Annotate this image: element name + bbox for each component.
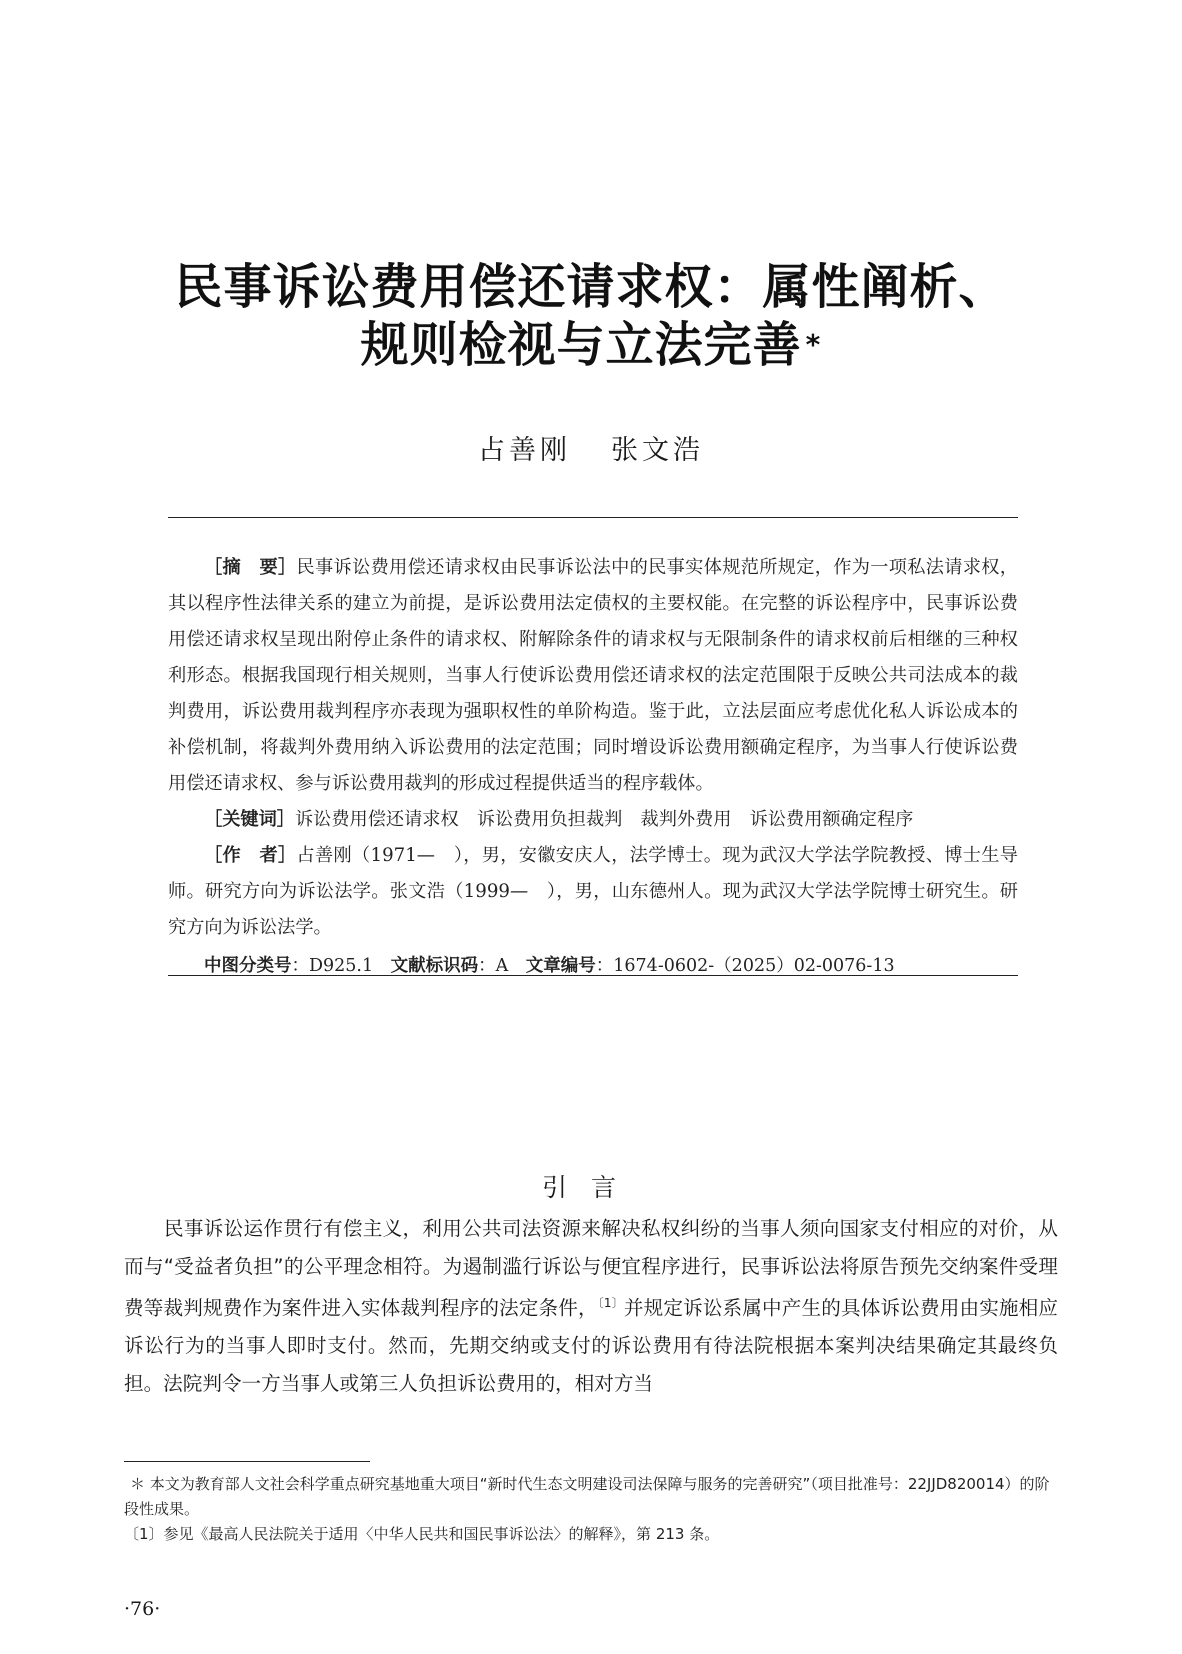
keywords-paragraph: [168, 802, 1018, 838]
doc-code-label: 文献标识码: [390, 956, 479, 976]
abstract-text: 民事诉讼费用偿还请求权由民事诉讼法中的民事实体规范所规定，作为一项私法请求权，其以程序性法律关系的建立为前提，是诉讼费用法定债权的主要权能。在完整的诉讼程序中，民事诉讼费用偿还请求权呈现出附停止条件的请求权、附解除条件的请求权与无限制条件的请求权前后相继的三种权利形态。根据我国现行相关规则，当事人行使诉讼费用偿还请求权的法定范围限于反映公共司法成本的裁判费用，诉讼费用裁判程序亦表现为强职权性的单阶构造。鉴于此，立法层面应考虑优化私人诉讼成本的补偿机制，将裁判外费用纳入诉讼费用的法定范围；同时增设诉讼费用额确定程序，为当事人行使诉讼费用偿还请求权、参与诉讼费用裁判的形成过程提供适当的程序载体。: [168, 557, 1018, 794]
author-2: 张文浩: [611, 435, 704, 466]
abstract-label: ［摘 要］: [204, 557, 297, 578]
article-number-label: 文章编号: [525, 956, 596, 976]
title-footnote-marker: *: [805, 328, 822, 361]
abstract-bottom-rule: [168, 975, 1018, 976]
author-info-label: ［作 者］: [204, 845, 297, 866]
classification-line: [168, 948, 1018, 984]
page-number: ·76·: [124, 1598, 161, 1620]
abstract-paragraph: [168, 550, 1018, 802]
author-info-text: 占善刚（1971— ），男，安徽安庆人，法学博士。现为武汉大学法学院教授、博士生导师。研究方向为诉讼法学。张文浩（1999— ），男，山东德州人。现为武汉大学法学院博士研究生。研究方向为诉讼法学。: [168, 845, 1018, 938]
keywords-label: ［关键词］: [204, 809, 295, 830]
abstract-block: [168, 550, 1018, 984]
body-text-part-1: 民事诉讼运作贯行有偿主义，利用公共司法资源来解决私权纠纷的当事人须向国家支付相应的对价，从而与“受益者负担”的公平理念相符。为遏制滥行诉讼与便宜程序进行，民事诉讼法将原告预先交纳案件受理费等裁判规费作为案件进入实体裁判程序的法定条件，: [124, 1217, 1058, 1320]
footnote-funding: ＊ 本文为教育部人文社会科学重点研究基地重大项目“新时代生态文明建设司法保障与服务的完善研究”（项目批准号：22JJD820014）的阶段性成果。: [124, 1475, 1050, 1518]
body-paragraph: [124, 1210, 1058, 1402]
footnote-ref-1[interactable]: 〔1〕: [597, 1296, 624, 1310]
author-list: [0, 428, 1182, 467]
clc-value: ：D925.1: [291, 956, 374, 976]
abstract-top-rule: [168, 517, 1018, 518]
footnote-1: 〔1〕参见《最高人民法院关于适用〈中华人民共和国民事诉讼法〉的解释》，第 213 条。: [124, 1525, 720, 1543]
paper-title-line-2: [0, 316, 1182, 374]
footnote-separator: [124, 1461, 370, 1462]
section-heading: 引言: [541, 1173, 640, 1202]
footnotes: [124, 1472, 1058, 1547]
body-text-part-2: 并规定诉讼系属中产生的具体诉讼费用由实施相应诉讼行为的当事人即时支付。然而，先期交纳或支付的诉讼费用有待法院根据本案判决结果确定其最终负担。法院判令一方当事人或第三人负担诉讼费用的，相对方当: [124, 1296, 1059, 1395]
article-number-value: ：1674-0602-（2025）02-0076-13: [595, 956, 895, 976]
title-line-2-text: 规则检视与立法完善: [360, 317, 802, 373]
keywords-text: 诉讼费用偿还请求权 诉讼费用负担裁判 裁判外费用 诉讼费用额确定程序: [294, 809, 914, 830]
author-info-paragraph: [168, 838, 1018, 946]
body-text: [124, 1210, 1058, 1402]
clc-label: 中图分类号: [204, 956, 292, 976]
paper-title-line-1: 民事诉讼费用偿还请求权：属性阐析、: [174, 259, 1008, 315]
author-1: 占善刚: [478, 435, 571, 466]
doc-code-value: ：A: [478, 956, 509, 976]
